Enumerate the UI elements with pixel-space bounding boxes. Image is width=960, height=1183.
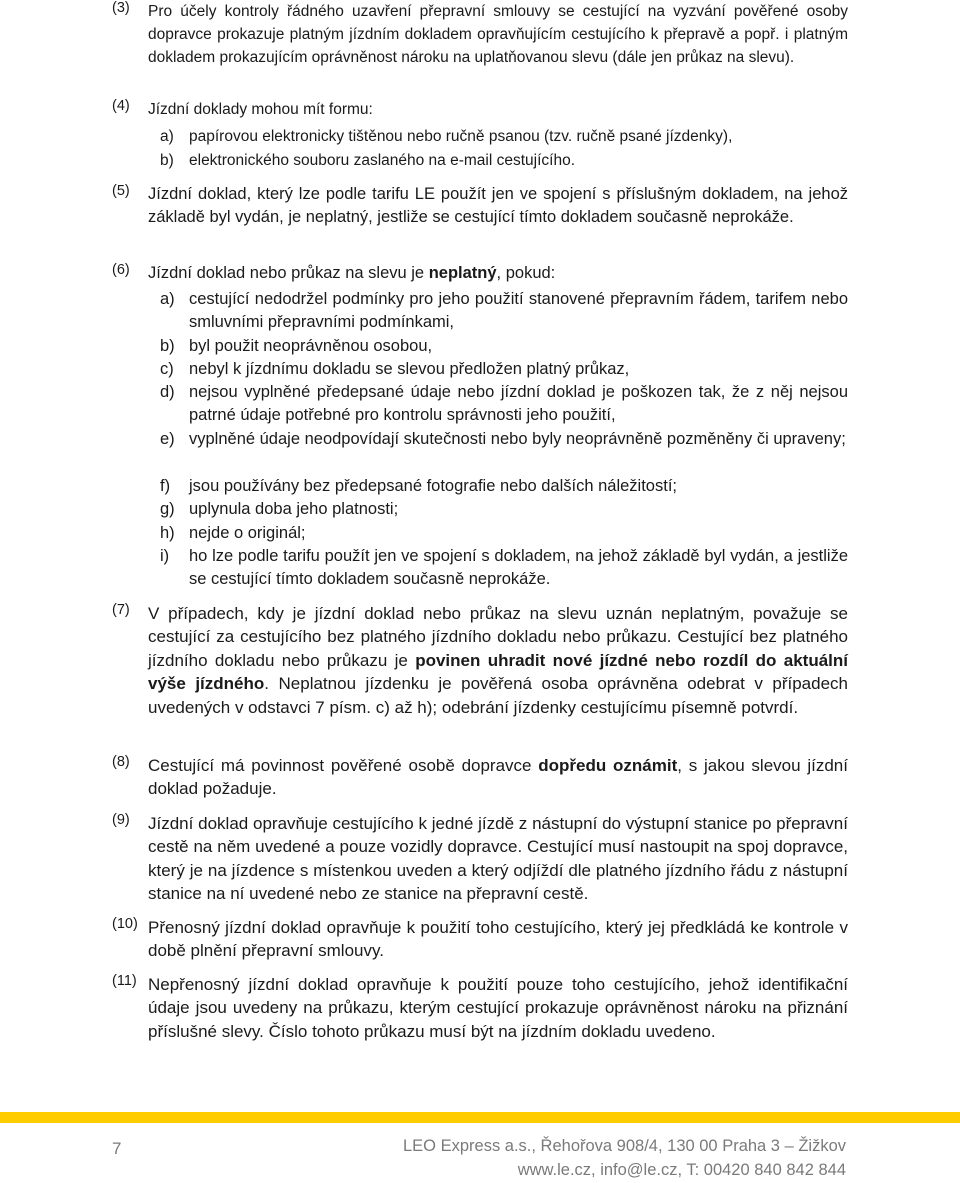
paragraph-10 [112, 916, 848, 963]
paragraph-5 [112, 183, 848, 230]
list-item: i) ho lze podle tarifu použít jen ve spojení s dokladem, na jehož základě byl vydán, a jestliže se cestující tímto dokladem současně neprokáže. [160, 547, 848, 589]
paragraph-8 [112, 754, 848, 801]
page-number: 7 [112, 1139, 122, 1158]
paragraph-number: (7) [112, 602, 130, 618]
paragraph-text: Přenosný jízdní doklad opravňuje k použití toho cestujícího, který jej předkládá ke kontrole v době plnění přepravní smlouvy. [148, 918, 848, 961]
footer-accent-bar [0, 1112, 960, 1123]
list-item: a) cestující nedodržel podmínky pro jeho použití stanovené přepravním řádem, tarifem nebo smluvními přepravními podmínkami, [160, 290, 848, 332]
list-item: d) nejsou vyplněné předepsané údaje nebo jízdní doklad je poškozen tak, že z něj nejsou patrné údaje potřebné pro kontrolu správnosti jeho použití, [160, 383, 848, 425]
paragraph-number: (9) [112, 812, 130, 828]
list-item: e) vyplněné údaje neodpovídají skutečnosti nebo byly neoprávněně pozměněny či upraveny; [160, 430, 846, 448]
paragraph-number: (6) [112, 262, 130, 278]
company-contacts: www.le.cz, info@le.cz, T: 00420 840 842 844 [517, 1161, 846, 1179]
paragraph-3 [112, 0, 848, 69]
paragraph-text: V případech, kdy je jízdní doklad nebo průkaz na slevu uznán neplatným, považuje se cestující za cestujícího bez platného jízdního dokladu nebo průkazu. Cestující bez platného jízdního dokladu nebo průkazu je povinen uhradit nové jízdné nebo rozdíl do aktuální výše jízdného. Neplatnou jízdenku je pověřená osoba oprávněna odebrat v případech uvedených v odstavci 7 písm. c) až h); odebrání jízdenky cestujícímu písemně potvrdí. [148, 604, 849, 717]
paragraph-number: (10) [112, 916, 138, 932]
list-item: b) elektronického souboru zaslaného na e-mail cestujícího. [160, 152, 576, 169]
paragraph-number: (3) [112, 0, 130, 16]
paragraph-number: (4) [112, 98, 130, 114]
paragraph-number: (8) [112, 754, 130, 770]
paragraph-number: (5) [112, 183, 130, 199]
paragraph-9 [112, 812, 848, 906]
paragraph-4 [112, 98, 848, 121]
list-item: b) byl použit neoprávněnou osobou, [160, 337, 433, 355]
company-address: LEO Express a.s., Řehořova 908/4, 130 00 Praha 3 – Žižkov [403, 1137, 846, 1155]
paragraph-11 [112, 973, 848, 1043]
list-item: h) nejde o originál; [160, 524, 306, 542]
list-item: a) papírovou elektronicky tištěnou nebo ručně psanou (tzv. ručně psané jízdenky), [160, 128, 733, 145]
paragraph-text: Nepřenosný jízdní doklad opravňuje k použití pouze toho cestujícího, jehož identifikační údaje jsou uvedeny na průkazu, kterým cestující prokazuje oprávněnost nároku na přiznání příslušné slevy. Číslo tohoto průkazu musí být na jízdním dokladu uvedeno. [148, 975, 848, 1041]
paragraph-text: Jízdní doklad nebo průkaz na slevu je neplatný, pokud: [148, 264, 556, 282]
paragraph-6 [112, 262, 848, 285]
list-item: g) uplynula doba jeho platnosti; [160, 500, 399, 518]
paragraph-text: Jízdní doklady mohou mít formu: [148, 101, 373, 118]
paragraph-7 [112, 602, 848, 719]
paragraph-number: (11) [112, 973, 137, 989]
list-item: c) nebyl k jízdnímu dokladu se slevou předložen platný průkaz, [160, 360, 630, 378]
paragraph-text: Cestující má povinnost pověřené osobě dopravce dopředu oznámit, s jakou slevou jízdní doklad požaduje. [148, 756, 848, 799]
list-item: f) jsou používány bez předepsané fotografie nebo dalších náležitostí; [160, 477, 677, 495]
paragraph-text: Jízdní doklad, který lze podle tarifu LE použít jen ve spojení s příslušným dokladem, na jehož základě byl vydán, je neplatný, jestliže se cestující tímto dokladem současně neprokáže. [148, 185, 848, 227]
paragraph-text: Pro účely kontroly řádného uzavření přepravní smlouvy se cestující na vyzvání pověřené osoby dopravce prokazuje platným jízdním dokladem opravňujícím cestujícího k přepravě a popř. i platným dokladem prokazujícím oprávněnost nároku na uplatňovanou slevu (dále jen průkaz na slevu). [148, 3, 848, 66]
paragraph-text: Jízdní doklad opravňuje cestujícího k jedné jízdě z nástupní do výstupní stanice po přepravní cestě na něm uvedené a pouze vozidly dopravce. Cestující musí nastoupit na spoj dopravce, který je na jízdence s místenkou uveden a který odjíždí dle platného jízdního řádu z nástupní stanice na ní uvedené nebo ze stanice na přepravní cestě. [148, 814, 848, 904]
